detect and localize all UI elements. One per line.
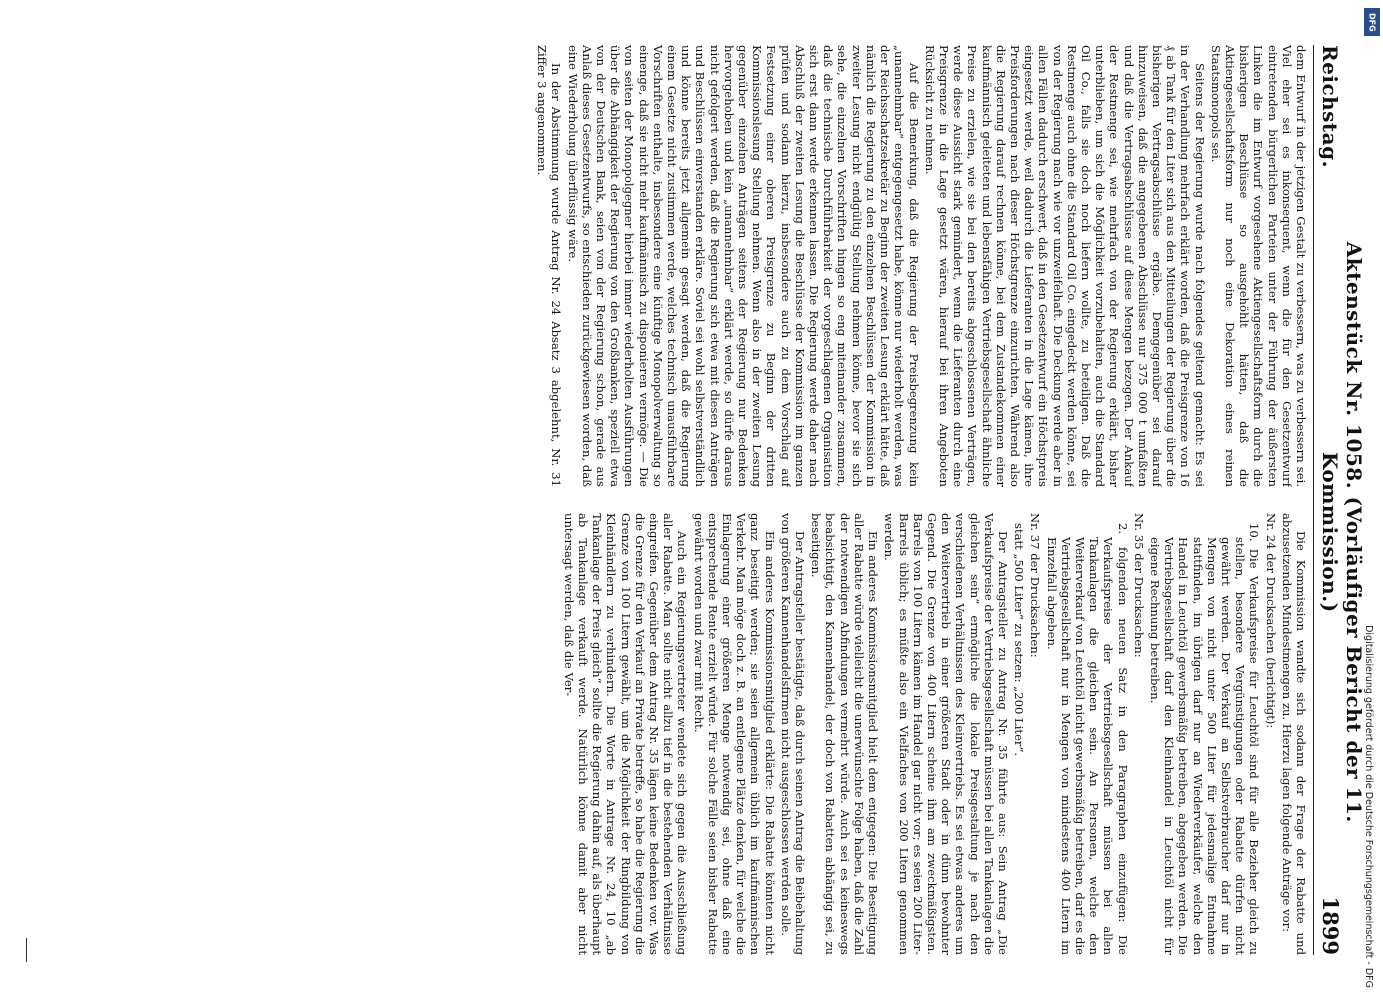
paragraph: Der Antragsteller bestätigte, daß durch seinen Antrag die Beibehaltung von größeren Kannenhandelsfirmen nicht ausgeschlossen werden solle. <box>778 513 808 955</box>
motion-body: statt „500 Liter“ zu setzen: „200 Liter“. <box>1012 523 1027 757</box>
motion-body: 10. Die Verkaufspreise für Leuchtöl sind für alle Bezieher gleich zu stellen, besondere Vergünstigungen oder Rabatte dürfen nicht gewährt werden. Der Verkauf an Selbstverbraucher darf nur in Mengen von nicht unter 500 Liter für jedesmalige Entnahme stattfinden, im übrigen darf nur an Wiederverkäufer, welche den Handel in Leuchtöl gewerbsmäßig betreiben, abgegeben werden. Die Vertriebsgesellschaft darf den Kleinhandel in Leuchtöl nicht für eigene Rechnung betreiben. <box>1147 523 1262 955</box>
header-title: Aktenstück Nr. 1058. (Vorläufiger Bericht der 11. Kommission.) <box>1318 241 1366 823</box>
text-columns <box>42 45 1308 955</box>
header-year: 1899 <box>1318 896 1343 955</box>
document-page <box>32 25 1366 975</box>
paragraph: Ein anderes Kommissionsmitglied erklärte: Die Rabatte könnten nicht ganz beseitigt werden; sie seien allgemein üblich im kaufmännischen Verkehr. Man möge doch z. B. an entlegene Plätze denken, für welche die Einlagerung einer größeren Menge notwendig sei, ohne daß eine entsprechende Rente erzielt würde. Für solche Fälle seien bisher Rabatte gewährt worden und zwar mit Recht. <box>691 513 777 955</box>
motion-title: Nr. 35 der Drucksachen: <box>1131 513 1146 658</box>
paragraph: Seitens der Regierung wurde nach folgendes geltend gemacht: Es sei in der Verhandlung mehrfach erklärt worden, daß die Preisgrenze von 16 ₰ ab Tank für den Liter sich aus den Mitteilungen der Regierung über die bisherigen Vertragsabschlüsse ergäbe. Demgegenüber sei darauf hinzuweisen, daß die angegebenen Abschlüsse nur 375 000 t umfaßten und daß die Vertragsabschlüsse auf diese Mengen bezogen. Der Ankauf der Restmenge sei, wie mehrfach von der Regierung erklärt, bisher unterblieben, um sich die Möglichkeit vorzubehalten, auch die Standard Oil Co., falls sie doch noch liefern wollte, zu beteiligen. Daß die Restmenge auch ohne die Standard Oil Co. eingedeckt werden könne, sei von der Regierung nach wie vor unzweifelhaft. Die Deckung werde aber in allen Fällen dadurch erschwert, daß in den Gesetzentwurf ein Höchstpreis eingesetzt werde, weil dadurch die Lieferanten in die Lage kämen, ihre Preisforderungen nach dieser Höchstgrenze einzurichten. Während also die Regierung darauf rechnen könne, bei dem Zustandekommen einer kaufmännisch geleiteten und lebensfähigen Vertriebsgesellschaft ähnliche Preise zu erzielen, wie sie bei den bereits abgeschlossenen Verträgen, werde diese Aussicht stark gemindert, wenn die Lieferanten durch eine Preisgrenze in die Lage gesetzt wären, hierauf bei ihren Angeboten Rücksicht zu nehmen. <box>922 45 1207 487</box>
paragraph: Auch ein Regierungsvertreter wendete sich gegen die Ausschließung aller Rabatte. Man sollte nicht allzu tief in die bestehenden Verhältnisse eingreifen. Gegenüber dem Antrag Nr. 35 lägen keine Bedenken vor. Was die Grenze für den Verkauf an Private betreffe, so habe die Regierung die Grenze von 100 Litern gewählt, um die Möglichkeit der Ringbildung von Kleinhändlern zu verhindern. Die Worte in Antrage Nr. 24, 10 „ab Tankanlage der Preis gleich“ sollte die Regierung dahin auf, als überhaupt ab Tankanlage verkauft werde. Natürlich könne damit aber nicht untersagt werden, daß die Ver- <box>561 513 690 955</box>
dfg-logo: DFG <box>1364 8 1380 36</box>
paragraph: Der Antragsteller zu Antrag Nr. 35 führte aus: Sein Antrag „Die Verkaufspreise der Vertriebsgesellschaft müssen bei allen Tankanlagen die gleichen sein“ ermögliche die lokale Preisgestaltung je nach den verschiedenen Verhältnissen des Kleinvertriebs. Es sei etwas anderes um den Weitervertrieb in einer größeren Stadt oder in dünn bewohnter Gegend. Die Grenze von 400 Litern scheine ihm am zweckmäßigsten. Barrels von 100 Litern kämen im Handel gar nicht vor; es seien 200 Liter-Barrels üblich; es müßte also ein Vielfaches von 200 Litern genommen werden. <box>882 513 1010 955</box>
right-column <box>42 513 1308 955</box>
header-left: Reichstag. <box>1318 45 1342 169</box>
left-column <box>42 45 1308 487</box>
margin-mark <box>26 938 27 962</box>
paragraph: In der Abstimmung wurde Antrag Nr. 24 Absatz 3 abgelehnt, Nr. 31 Ziffer 3 angenommen. <box>535 45 564 487</box>
paragraph: Ein anderes Kommissionsmitglied hielt dem entgegen: Die Beseitigung aller Rabatte würde vielleicht die unerwünschte Folge haben, daß die Zahl der notwendigen Abfindungen vermehrt würde. Auch sei es keineswegs beabsichtigt, den Kannenhandel, der doch von Rabatten abhängig sei, zu beseitigen. <box>809 513 881 955</box>
motion-title: Nr. 24 der Drucksachen (berichtigt): <box>1263 513 1278 729</box>
motion-body: 2. folgenden neuen Satz in den Paragraphen einzufügen: Die Verkaufspreise der Vertriebsgesellschaft müssen bei allen Tankanlagen die gleichen sein. An Personen, welche den Weiterverkauf von Leuchtöl nicht gewerbsmäßig betreiben, darf es die Vertriebsgesellschaft nur in Mengen von mindestens 400 Litern im Einzelfall abgeben. <box>1044 523 1130 955</box>
digitization-credit <box>1359 8 1377 988</box>
paragraph: dem Entwurf in der jetzigen Gestalt zu verbessern, was zu verbessern sei. Viel eher sei es inkonsequent, wenn die für den Gesetzentwurf eintretenden bürgerlichen Parteien unter der Führung der äußersten Linken die im Entwurf vorgesehene Aktiengesellschaftsform durch die bisherigen Beschlüsse so ausgehöhlt hätten, daß die Aktiengesellschaftsform nur noch eine Dekoration eines reinen Staatsmonopols sei. <box>1208 45 1308 487</box>
motion-title: Nr. 37 der Drucksachen: <box>1028 513 1043 658</box>
paragraph: Die Kommission wandte sich sodann der Frage der Rabatte und abzusetzenden Mindestmengen zu. Hierzu lagen folgende Anträge vor: <box>1279 513 1308 955</box>
credit-text: Digitalisierung gefördert durch die Deutsche Forschungsgemeinschaft - DFG <box>1363 625 1374 988</box>
paragraph: Auf die Bemerkung, daß die Regierung der Preisbegrenzung kein „unannehmbar“ entgegengesetzt habe, könne nur wiederholt werden, was der Reichsschatzsekretär zu Beginn der zweiten Lesung erklärt hätte, daß nämlich die Regierung zu den einzelnen Beschlüssen der Kommission in zweiter Lesung nicht endgültig Stellung nehmen könne, bevor sie sich sehe, die einzelnen Vorschriften hingen so eng miteinander zusammen, daß die technische Durchführbarkeit der vorgeschlagenen Organisation sich erst dann werde erkennen lassen. Die Regierung werde daher nach Abschluß der zweiten Lesung die Beschlüsse der Kommission im ganzen prüfen und sodann hierzu, insbesondere auch zu dem Vorschlag auf Festsetzung einer oberen Preisgrenze zu Beginn der dritten Kommissionslesung Stellung nehmen. Wenn also in der zweiten Lesung gegenüber einzelnen Anträgen seitens der Regierung nur Bedenken hervorgehoben und kein „unannehmbar“ erklärt werde, so dürfe daraus nicht gefolgert werden, daß die Regierung sich etwa mit diesen Anträgen und Beschlüssen einverstanden erkläre. Soviel sei wohl selbstverständlich und könne bereits jetzt allgemein gesagt werden, daß die Regierung einem Gesetze nicht zustimmen werde, welches technisch unausführbare Vorschriften enthalte, insbesondere eine künftige Monopolverwaltung so einenge, daß sie nicht mehr kaufmännisch zu disponieren vermöge. — Die von seiten der Monopolgegner hierbei immer wiederholten Ausführungen über die Abhängigkeit der Regierung von den Großbanken, speziell etwa von der Deutschen Bank, seien von der Regierung schon, gerade aus Anlaß dieses Gesetzentwurfs, so entschieden zurückgewiesen worden, daß eine Wiederholung überflüssig wäre. <box>565 45 921 487</box>
page-header <box>1313 45 1366 955</box>
